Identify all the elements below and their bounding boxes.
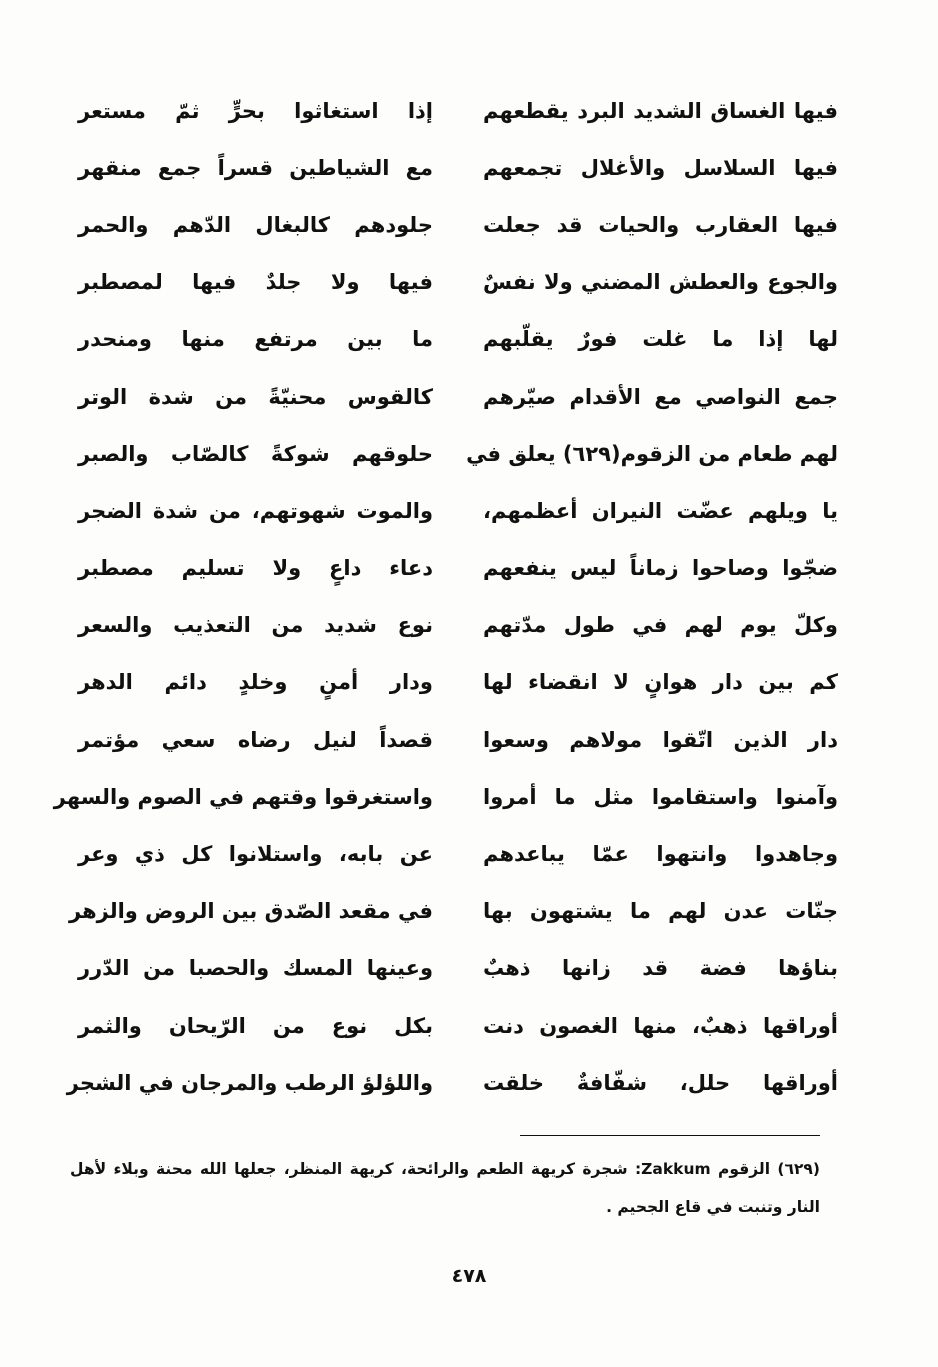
verse-second-hemistich: كالقوس محنيّةً من شدة الوتر <box>78 384 433 409</box>
verse-second-hemistich: ما بين مرتفع منها ومنحدر <box>78 327 433 352</box>
verse-first-hemistich: لهم طعام من الزقوم(٦٢٩) يعلق في <box>466 441 838 466</box>
verse-second-hemistich: في مقعد الصّدق بين الروض والزهر <box>69 899 433 924</box>
verse-first-hemistich: ضجّوا وصاحوا زماناً ليس ينفعهم <box>483 556 838 581</box>
verse-line <box>78 940 838 997</box>
verse-first-hemistich: فيها العقارب والحيات قد جعلت <box>483 212 838 237</box>
footnote-separator <box>520 1135 820 1136</box>
verse-line <box>69 883 838 940</box>
verse-line <box>78 654 838 711</box>
verse-line <box>78 597 838 654</box>
verse-line <box>78 368 838 425</box>
verse-first-hemistich: جمع النواصي مع الأقدام صيّرهم <box>483 384 838 409</box>
verse-line <box>66 1054 838 1111</box>
verse-first-hemistich: والجوع والعطش المضني ولا نفسٌ <box>483 270 838 295</box>
verse-first-hemistich: دار الذين اتّقوا مولاهم وسعوا <box>483 727 838 752</box>
verse-second-hemistich: دعاء داعٍ ولا تسليم مصطبر <box>78 556 433 581</box>
verse-line <box>78 540 838 597</box>
verse-second-hemistich: حلوقهم شوكةً كالصّاب والصبر <box>78 441 433 466</box>
verse-second-hemistich: والموت شهوتهم، من شدة الضجر <box>78 498 433 523</box>
verse-line <box>78 196 838 253</box>
verse-second-hemistich: مع الشياطين قسراً جمع منقهر <box>78 155 433 180</box>
verse-first-hemistich: وكلّ يوم لهم في طول مدّتهم <box>483 613 838 638</box>
verse-line <box>78 997 838 1054</box>
verse-first-hemistich: أوراقها ذهبٌ، منها الغصون دنت <box>483 1013 838 1038</box>
verse-second-hemistich: قصداً لنيل رضاه سعي مؤتمر <box>78 727 433 752</box>
verse-line <box>78 425 838 482</box>
verse-line <box>78 82 838 139</box>
verse-first-hemistich: فيها السلاسل والأغلال تجمعهم <box>483 155 838 180</box>
verse-line <box>78 311 838 368</box>
verse-line <box>53 768 838 825</box>
verse-second-hemistich: وعينها المسك والحصبا من الدّرر <box>78 956 433 981</box>
verse-second-hemistich: عن بابه، واستلانوا كل ذي وعر <box>78 842 433 867</box>
verse-second-hemistich: ودار أمنٍ وخلدٍ دائم الدهر <box>78 670 433 695</box>
verse-first-hemistich: وجاهدوا وانتهوا عمّا يباعدهم <box>483 842 838 867</box>
verse-second-hemistich: جلودهم كالبغال الدّهم والحمر <box>78 212 433 237</box>
verse-first-hemistich: كم بين دار هوانٍ لا انقضاء لها <box>483 670 838 695</box>
verse-first-hemistich: بناؤها فضة قد زانها ذهبٌ <box>483 956 838 981</box>
footnote: (٦٢٩) الزقوم Zakkum: شجرة كريهة الطعم والرائحة، كريهة المنظر، جعلها الله محنة وبلاء لأهل النار وتنبت في قاع الجحيم . <box>70 1160 820 1216</box>
verse-line <box>78 482 838 539</box>
verse-line <box>78 254 838 311</box>
verse-first-hemistich: أوراقها حلل، شفّافةٌ خلقت <box>483 1070 838 1095</box>
verse-second-hemistich: واللؤلؤ الرطب والمرجان في الشجر <box>66 1070 433 1095</box>
verse-first-hemistich: لها إذا ما غلت فورٌ يقلّبهم <box>483 327 838 352</box>
poem <box>53 82 838 1111</box>
verse-line <box>78 825 838 882</box>
verse-second-hemistich: إذا استغاثوا بحرٍّ ثمّ مستعر <box>78 98 433 123</box>
verse-first-hemistich: يا ويلهم عضّت النيران أعظمهم، <box>483 498 838 523</box>
verse-first-hemistich: جنّات عدن لهم ما يشتهون بها <box>483 899 838 924</box>
verse-first-hemistich: فيها الغساق الشديد البرد يقطعهم <box>483 98 838 123</box>
verse-second-hemistich: فيها ولا جلدٌ فيها لمصطبر <box>78 270 433 295</box>
verse-second-hemistich: بكل نوع من الرّيحان والثمر <box>78 1013 433 1038</box>
verse-line <box>78 139 838 196</box>
page-number: ٤٧٨ <box>451 1265 487 1287</box>
verse-second-hemistich: واستغرقوا وقتهم في الصوم والسهر <box>53 784 433 809</box>
verse-first-hemistich: وآمنوا واستقاموا مثل ما أمروا <box>483 784 838 809</box>
verse-line <box>78 711 838 768</box>
verse-second-hemistich: نوع شديد من التعذيب والسعر <box>78 613 433 638</box>
